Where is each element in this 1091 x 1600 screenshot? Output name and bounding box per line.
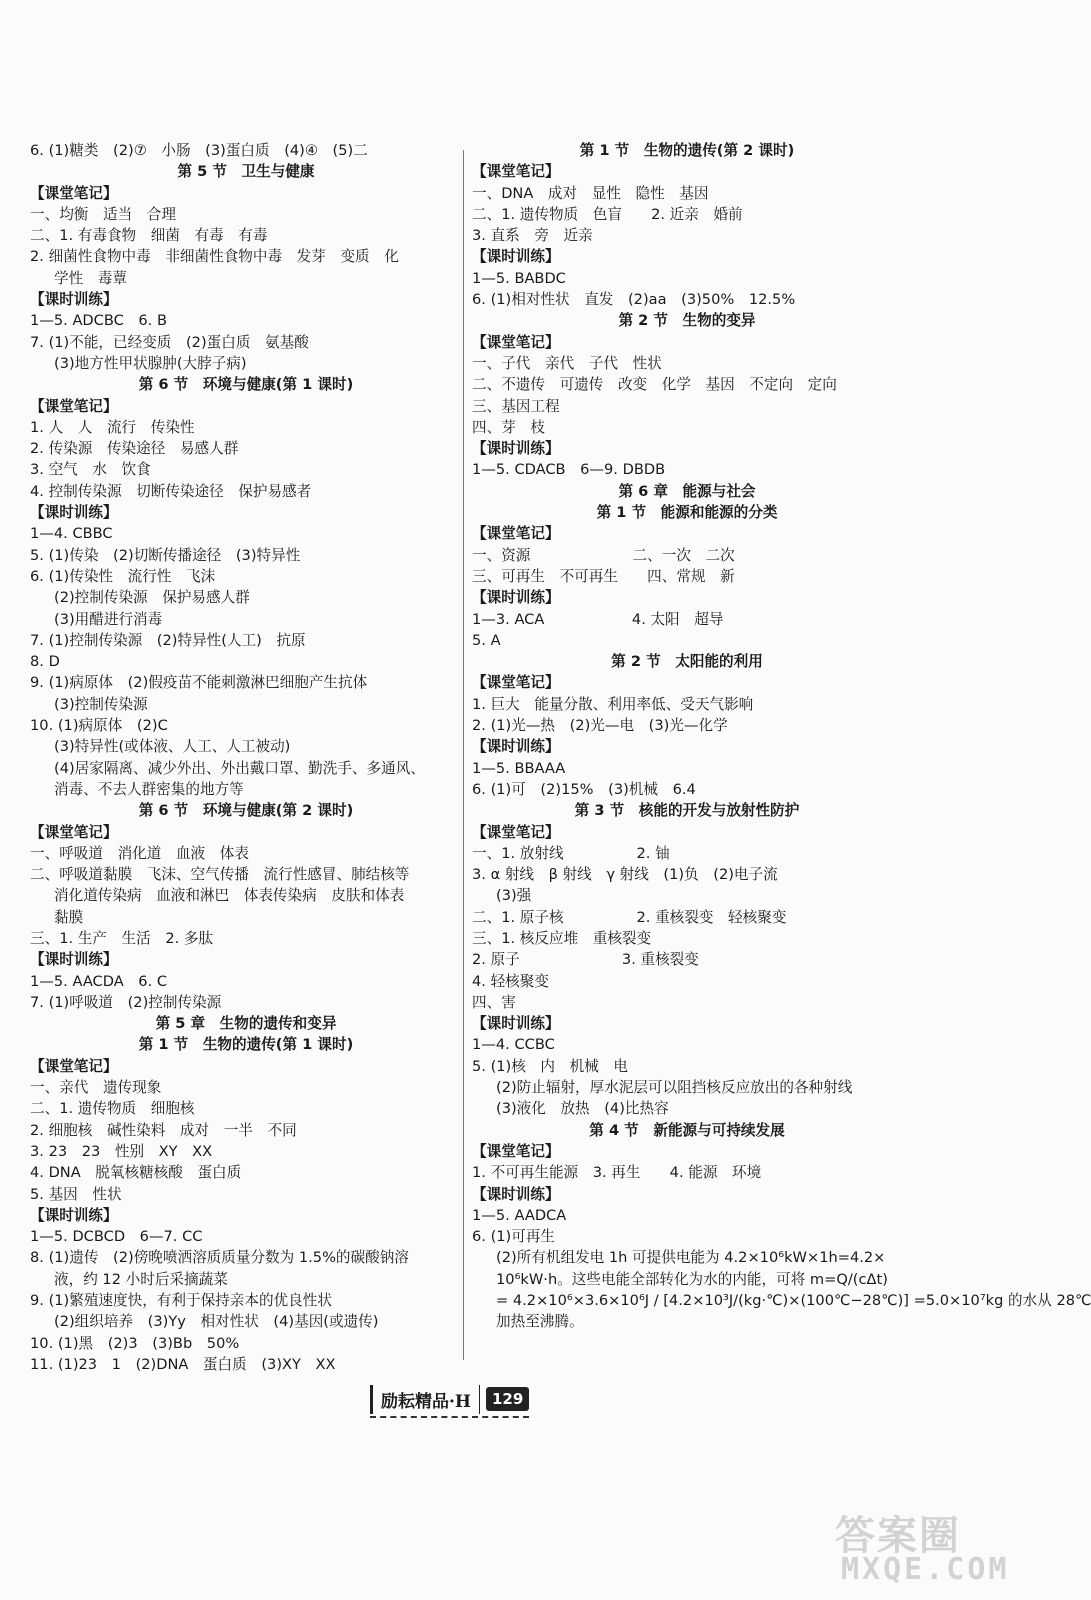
answer-line: 一、资源 二、一次 二次 [472,546,735,564]
answer-line: 二、1. 遗传物质 细胞核 [30,1100,195,1118]
section-label: 【课堂笔记】 [30,397,118,415]
section-label: 【课堂笔记】 [472,1142,560,1160]
section-label: 【课时训练】 [30,504,118,522]
answer-line: 二、不遗传 可遗传 改变 化学 基因 不定向 定向 [472,376,837,394]
answer-line: 10⁶kW·h。这些电能全部转化为水的内能，可将 m=Q/(cΔt) [496,1270,888,1288]
answer-line: 消化道传染病 血液和淋巴 体表传染病 皮肤和体表 [54,887,405,905]
section-label: 【课时训练】 [472,1185,560,1203]
answer-line: 四、芽 枝 [472,418,545,436]
answer-line: 1—5. AADCA [472,1206,567,1224]
brand-label: 励耘精品·H [370,1385,480,1414]
section-title: 第 5 节 卫生与健康 [177,163,315,181]
answer-line: (3)地方性甲状腺肿(大脖子病) [54,354,247,372]
answer-line: 1—4. CBBC [30,525,113,543]
answer-line: 消毒、不去人群密集的地方等 [54,780,244,798]
answer-line: 3. α 射线 β 射线 γ 射线 (1)负 (2)电子流 [472,866,778,884]
answer-line: (2)组织培养 (3)Yy 相对性状 (4)基因(或遗传) [54,1313,379,1331]
section-label: 【课时训练】 [472,440,560,458]
answer-line: 1—5. AACDA 6. C [30,972,168,990]
section-title: 第 1 节 生物的遗传(第 2 课时) [579,142,795,159]
section-title: 第 6 节 环境与健康(第 2 课时) [138,802,354,820]
answer-line: 3. 23 23 性别 XY XX [30,1142,213,1160]
section-label: 【课堂笔记】 [472,525,560,543]
answer-line: 6. (1)糖类 (2)⑦ 小肠 (3)蛋白质 (4)④ (5)二 [30,142,368,159]
section-title: 第 1 节 生物的遗传(第 1 课时) [138,1036,354,1054]
answer-line: 5. (1)核 内 机械 电 [472,1057,628,1075]
section-title: 第 2 节 太阳能的利用 [611,653,763,671]
watermark-url: MXQE.COM [841,1552,1010,1587]
answer-line: 4. 控制传染源 切断传染途径 保护易感者 [30,482,312,500]
answer-line: 2. 传染源 传染途径 易感人群 [30,440,239,458]
answer-line: 2. 细胞核 碱性染料 成对 一半 不同 [30,1121,297,1139]
section-label: 【课时训练】 [30,951,118,969]
answer-line: 一、亲代 遗传现象 [30,1079,162,1097]
page-number: 129 [486,1387,529,1411]
section-label: 【课时训练】 [472,1015,560,1033]
answer-line: (3)用醋进行消毒 [54,610,163,628]
section-title: 第 6 节 环境与健康(第 1 课时) [138,376,354,394]
answer-line: 6. (1)传染性 流行性 飞沫 [30,567,216,585]
section-title: 第 5 章 生物的遗传和变异 [155,1015,337,1033]
answer-line: (2)控制传染源 保护易感人群 [54,589,250,607]
answer-line: 二、1. 遗传物质 色盲 2. 近亲 婚前 [472,205,743,223]
answer-line: 1—5. DCBCD 6—7. CC [30,1228,203,1246]
left-column [30,140,462,1375]
answer-line: 4. DNA 脱氧核糖核酸 蛋白质 [30,1164,242,1182]
answer-line: 11. (1)23 1 (2)DNA 蛋白质 (3)XY XX [30,1355,336,1373]
answer-line: 3. 空气 水 饮食 [30,461,151,479]
answer-line: 一、DNA 成对 显性 隐性 基因 [472,184,709,202]
section-label: 【课时训练】 [30,291,118,309]
answer-line: (3)特异性(或体液、人工、人工被动) [54,738,291,756]
answer-line: 三、1. 核反应堆 重核裂变 [472,929,652,947]
answer-line: 二、1. 有毒食物 细菌 有毒 有毒 [30,227,268,245]
answer-line: 三、可再生 不可再生 四、常规 新 [472,567,735,585]
answer-line: 液，约 12 小时后采摘蔬菜 [54,1270,228,1288]
section-label: 【课堂笔记】 [30,1057,118,1075]
answer-line: 2. (1)光—热 (2)光—电 (3)光—化学 [472,717,728,735]
answer-line: (2)防止辐射，厚水泥层可以阻挡核反应放出的各种射线 [496,1079,853,1097]
answer-line: 10. (1)黑 (2)3 (3)Bb 50% [30,1334,240,1352]
answer-line: 8. (1)遗传 (2)傍晚喷洒溶质质量分数为 1.5%的碳酸钠溶 [30,1249,409,1267]
section-label: 【课堂笔记】 [30,823,118,841]
answer-line: 6. (1)可再生 [472,1228,556,1246]
section-title: 第 6 章 能源与社会 [618,482,756,500]
answer-line: = 4.2×10⁶×3.6×10⁶J / [4.2×10³J/(kg·℃)×(100℃−28℃)] =5.0×10⁷kg 的水从 28℃ [496,1292,1091,1310]
section-label: 【课堂笔记】 [30,184,118,202]
answer-line: 一、子代 亲代 子代 性状 [472,354,662,372]
section-label: 【课堂笔记】 [472,823,560,841]
answer-line: 一、1. 放射线 2. 铀 [472,844,670,862]
answer-line: 一、均衡 适当 合理 [30,205,176,223]
answer-line: 3. 直系 旁 近亲 [472,227,593,245]
answer-line: 5. A [472,631,501,649]
answer-line: 5. 基因 性状 [30,1185,122,1203]
column-divider [463,150,464,1360]
answer-line: 三、1. 生产 生活 2. 多肽 [30,929,214,947]
answer-line: 2. 细菌性食物中毒 非细菌性食物中毒 发芽 变质 化 [30,248,399,266]
answer-line: 9. (1)病原体 (2)假疫苗不能刺激淋巴细胞产生抗体 [30,674,368,692]
right-column [472,140,1091,1333]
answer-line: 6. (1)可 (2)15% (3)机械 6.4 [472,780,696,798]
page-footer [370,1384,529,1414]
answer-line: 7. (1)不能，已经变质 (2)蛋白质 氨基酸 [30,333,309,351]
answer-line: 7. (1)呼吸道 (2)控制传染源 [30,993,222,1011]
answer-line: 9. (1)繁殖速度快，有利于保持亲本的优良性状 [30,1292,332,1310]
answer-line: (2)所有机组发电 1h 可提供电能为 4.2×10⁶kW×1h=4.2× [496,1249,886,1267]
answer-line: 4. 轻核聚变 [472,972,549,990]
section-label: 【课堂笔记】 [472,333,560,351]
answer-line: 二、1. 原子核 2. 重核裂变 轻核聚变 [472,908,787,926]
answer-line: 1. 巨大 能量分散、利用率低、受天气影响 [472,695,754,713]
section-label: 【课时训练】 [472,589,560,607]
answer-line: (3)液化 放热 (4)比热容 [496,1100,669,1118]
answer-line: 1—5. BBAAA [472,759,566,777]
answer-line: 1—5. CDACB 6—9. DBDB [472,461,666,479]
answer-line: 1. 不可再生能源 3. 再生 4. 能源 环境 [472,1164,762,1182]
answer-line: 四、害 [472,993,516,1011]
section-title: 第 1 节 能源和能源的分类 [596,504,778,522]
answer-line: 1—4. CCBC [472,1036,555,1054]
answer-line: 黏膜 [54,908,84,926]
answer-line: 7. (1)控制传染源 (2)特异性(人工) 抗原 [30,631,306,649]
answer-line: (4)居家隔离、减少外出、外出戴口罩、勤洗手、多通风、 [54,759,425,777]
section-label: 【课时训练】 [472,738,560,756]
answer-line: 2. 原子 3. 重核裂变 [472,951,699,969]
answer-line: 学性 毒蕈 [54,269,127,287]
section-label: 【课堂笔记】 [472,163,560,181]
answer-line: 加热至沸腾。 [496,1313,584,1331]
answer-line: 8. D [30,653,60,671]
footer-rule [370,1416,529,1418]
watermark-text: 答案圈 [835,1513,961,1559]
section-title: 第 4 节 新能源与可持续发展 [589,1121,785,1139]
section-label: 【课堂笔记】 [472,674,560,692]
watermark-logo [827,1504,1010,1590]
section-label: 【课时训练】 [30,1206,118,1224]
section-label: 【课时训练】 [472,248,560,266]
answer-line: 1—3. ACA 4. 太阳 超导 [472,610,724,628]
section-title: 第 3 节 核能的开发与放射性防护 [574,802,800,820]
answer-line: 1—5. BABDC [472,269,566,287]
answer-line: 1—5. ADCBC 6. B [30,312,167,330]
answer-line: (3)控制传染源 [54,695,148,713]
answer-line: 三、基因工程 [472,397,560,415]
answer-line: (3)强 [496,887,532,905]
answer-line: 二、呼吸道黏膜 飞沫、空气传播 流行性感冒、肺结核等 [30,866,410,884]
answer-line: 6. (1)相对性状 直发 (2)aa (3)50% 12.5% [472,291,796,309]
answer-line: 10. (1)病原体 (2)C [30,717,168,735]
section-title: 第 2 节 生物的变异 [618,312,756,330]
answer-line: 1. 人 人 流行 传染性 [30,418,195,436]
answer-line: 一、呼吸道 消化道 血液 体表 [30,844,249,862]
answer-line: 5. (1)传染 (2)切断传播途径 (3)特异性 [30,546,301,564]
